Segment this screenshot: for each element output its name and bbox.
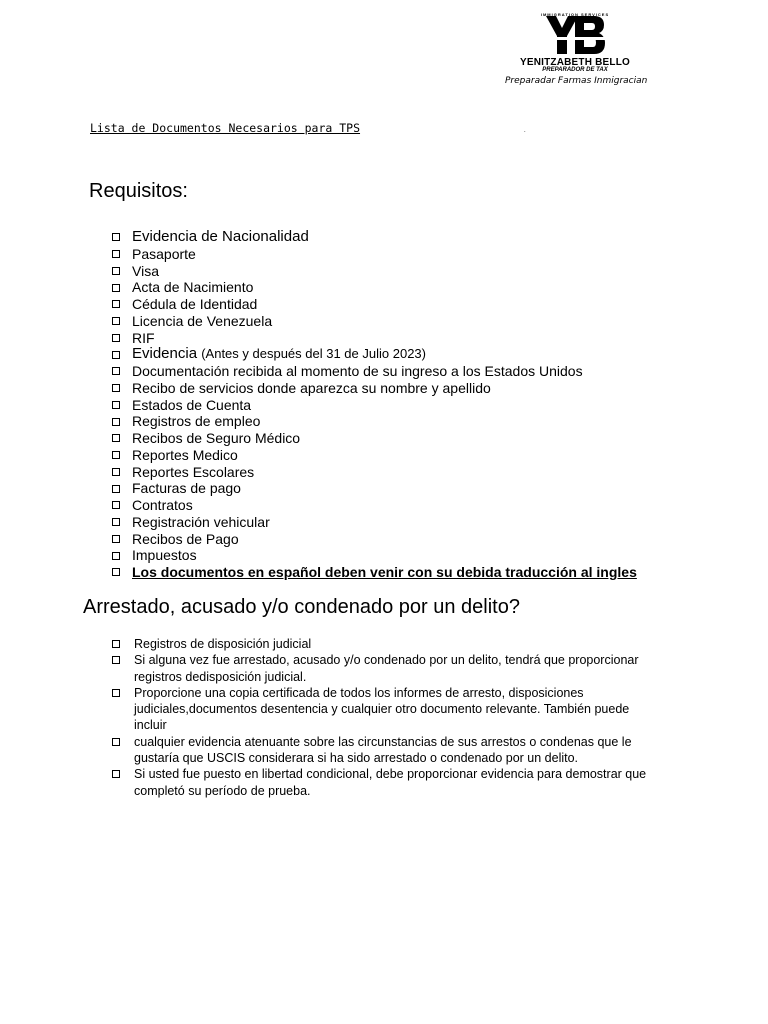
list-item xyxy=(112,564,637,581)
list-item: Facturas de pago xyxy=(112,480,637,497)
checkbox-icon xyxy=(112,770,120,778)
checkbox-icon xyxy=(112,468,120,476)
checkbox-icon xyxy=(112,501,120,509)
document-title: Lista de Documentos Necesarios para TPS xyxy=(90,121,361,135)
checkbox-icon xyxy=(112,485,120,493)
logo-subtitle: PREPARADOR DE TAX xyxy=(542,67,608,73)
checkbox-icon xyxy=(112,535,120,543)
checkbox-icon xyxy=(112,434,120,442)
checkbox-icon xyxy=(112,689,120,697)
list-item: cualquier evidencia atenuante sobre las circunstancias de sus arrestos o condenas que le gustaría que USCIS considerara si ha sido arrestado o condenado por un delito. xyxy=(112,734,652,767)
checkbox-icon xyxy=(112,552,120,560)
checkbox-icon xyxy=(112,568,120,576)
list-item: Registros de disposición judicial xyxy=(112,636,652,652)
checkbox-icon xyxy=(112,384,120,392)
checkbox-icon xyxy=(112,640,120,648)
list-item: Visa xyxy=(112,263,637,280)
logo-line: Preparadar Farmas Inmigracian xyxy=(505,76,648,86)
checkbox-icon xyxy=(112,518,120,526)
checkbox-icon xyxy=(112,451,120,459)
requisitos-list xyxy=(112,229,637,581)
checkbox-icon xyxy=(112,300,120,308)
logo-tagline: IMMIGRATION SERVICES xyxy=(540,12,610,17)
checkbox-icon xyxy=(112,367,120,375)
list-item: Evidencia de Nacionalidad xyxy=(112,229,637,246)
checkbox-icon xyxy=(112,418,120,426)
logo xyxy=(505,10,648,100)
list-item: Reportes Medico xyxy=(112,447,637,464)
list-item: Si alguna vez fue arrestado, acusado y/o condenado por un delito, tendrá que proporcionar registros dedisposición judicial. xyxy=(112,652,652,685)
list-item: Reportes Escolares xyxy=(112,464,637,481)
checkbox-icon xyxy=(112,401,120,409)
translation-notice: Los documentos en español deben venir con su debida traducción al ingles xyxy=(132,564,637,580)
checkbox-icon xyxy=(112,738,120,746)
list-item: Contratos xyxy=(112,497,637,514)
list-item: Recibos de Pago xyxy=(112,531,637,548)
checkbox-icon xyxy=(112,250,120,258)
list-item: Registros de empleo xyxy=(112,413,637,430)
list-item: Documentación recibida al momento de su ingreso a los Estados Unidos xyxy=(112,363,637,380)
checkbox-icon xyxy=(112,334,120,342)
list-item: Pasaporte xyxy=(112,246,637,263)
list-item: Registración vehicular xyxy=(112,514,637,531)
requisitos-heading: Requisitos: xyxy=(89,180,188,202)
arrestado-heading: Arrestado, acusado y/o condenado por un delito? xyxy=(83,596,520,618)
list-item: Recibo de servicios donde aparezca su nombre y apellido xyxy=(112,380,637,397)
list-item: Recibos de Seguro Médico xyxy=(112,430,637,447)
list-item: Impuestos xyxy=(112,547,637,564)
checkbox-icon xyxy=(112,351,120,359)
list-item: Estados de Cuenta xyxy=(112,397,637,414)
list-item: Licencia de Venezuela xyxy=(112,313,637,330)
checkbox-icon xyxy=(112,284,120,292)
list-item: Si usted fue puesto en libertad condicional, debe proporcionar evidencia para demostrar que completó su período de prueba. xyxy=(112,766,652,799)
logo-name: YENITZABETH BELLO xyxy=(519,57,631,68)
checkbox-icon xyxy=(112,233,120,241)
list-item: Acta de Nacimiento xyxy=(112,279,637,296)
checkbox-icon xyxy=(112,656,120,664)
list-item: Evidencia (Antes y después del 31 de Julio 2023) xyxy=(112,346,637,363)
list-item: RIF xyxy=(112,330,637,347)
arrestado-list xyxy=(112,636,652,799)
list-item: Proporcione una copia certificada de todos los informes de arresto, disposiciones judiciales,documentos desentencia y cualquier otro documento relevante. También puede incluir xyxy=(112,685,652,734)
stray-mark: . xyxy=(524,128,526,134)
checkbox-icon xyxy=(112,267,120,275)
checkbox-icon xyxy=(112,317,120,325)
list-item: Cédula de Identidad xyxy=(112,296,637,313)
